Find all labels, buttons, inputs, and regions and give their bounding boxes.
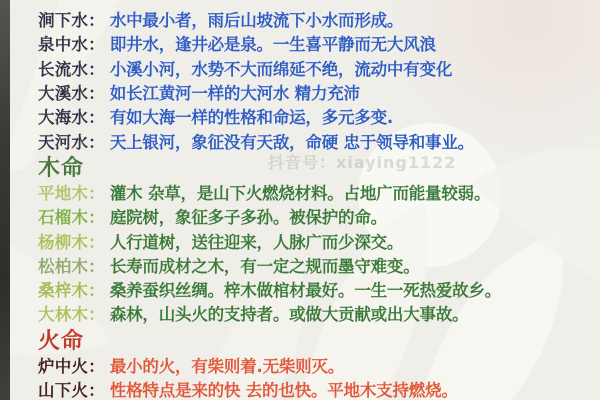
entry-description: 性格特点是来的快 去的也快。平地木支持燃烧。: [109, 381, 458, 400]
wood-entry-row: [38, 301, 600, 325]
entry-description: 如长江黄河一样的大河水 精力充沛: [109, 84, 360, 104]
water-entry-row: [38, 80, 600, 104]
destiny-list: [38, 7, 600, 400]
water-entry-row: [38, 104, 600, 128]
entry-label: 天河水：: [38, 132, 105, 152]
entry-label: 杨柳木：: [38, 232, 105, 252]
wood-entry-row: [38, 204, 600, 228]
entry-label: 涧下水：: [38, 11, 105, 31]
wood-entry-row: [38, 277, 600, 301]
entry-label: 泉中水：: [38, 35, 105, 55]
water-entry-row: [38, 31, 600, 55]
left-edge-bar: [0, 0, 10, 400]
entry-description: 天上银河，象征没有天敌，命硬 忠于领导和事业。: [109, 132, 474, 152]
entry-description: 水中最小者，雨后山坡流下小水而形成。: [109, 11, 404, 31]
wood-entry-row: [38, 253, 600, 277]
entry-label: 长流水：: [38, 59, 105, 79]
douyin-id-watermark: 抖音号：xiaying1122: [268, 153, 457, 172]
entry-description: 灌木 杂草，是山下火燃烧材料。占地广而能量较弱。: [109, 183, 491, 203]
fire-entry-row: [38, 353, 600, 377]
entry-label: 炉中火：: [38, 356, 105, 376]
water-entry-row: [38, 7, 600, 31]
entry-label: 大溪水：: [38, 84, 105, 104]
entry-description: 人行道树，送往迎来，人脉广而少深交。: [109, 232, 404, 252]
entry-description: 即井水，逢井必是泉。一生喜平静而无大风浪: [109, 35, 436, 55]
entry-description: 桑养蚕织丝绸。梓木做棺材最好。一生一死热爱故乡。: [109, 281, 502, 301]
fire-section-header: 火命: [38, 328, 85, 354]
entry-description: 庭院树，象征多子多孙。被保护的命。: [109, 208, 387, 228]
entry-label: 山下火：: [38, 381, 105, 400]
entry-description: 小溪小河，水势不大而绵延不绝，流动中有变化: [109, 59, 453, 79]
entry-description: 最小的火，有柴则着.无柴则灭。: [109, 356, 345, 376]
entry-description: 长寿而成材之木，有一定之规而墨守难变。: [109, 256, 420, 276]
entry-label: 大林木：: [38, 305, 105, 325]
entry-description: 森林，山头火的支持者。或做大贡献或出大事故。: [109, 305, 469, 325]
wood-section-header: 木命: [38, 155, 85, 181]
fire-entry-row: [38, 377, 600, 400]
entry-label: 平地木：: [38, 183, 105, 203]
entry-description: 有如大海一样的性格和命运，多元多变.: [109, 108, 393, 128]
entry-label: 松柏木：: [38, 256, 105, 276]
entry-label: 石榴木：: [38, 208, 105, 228]
water-entry-row: [38, 128, 600, 152]
entry-label: 大海水：: [38, 108, 105, 128]
water-entry-row: [38, 56, 600, 80]
wood-entry-row: [38, 180, 600, 204]
wood-entry-row: [38, 228, 600, 252]
entry-label: 桑梓木：: [38, 281, 105, 301]
